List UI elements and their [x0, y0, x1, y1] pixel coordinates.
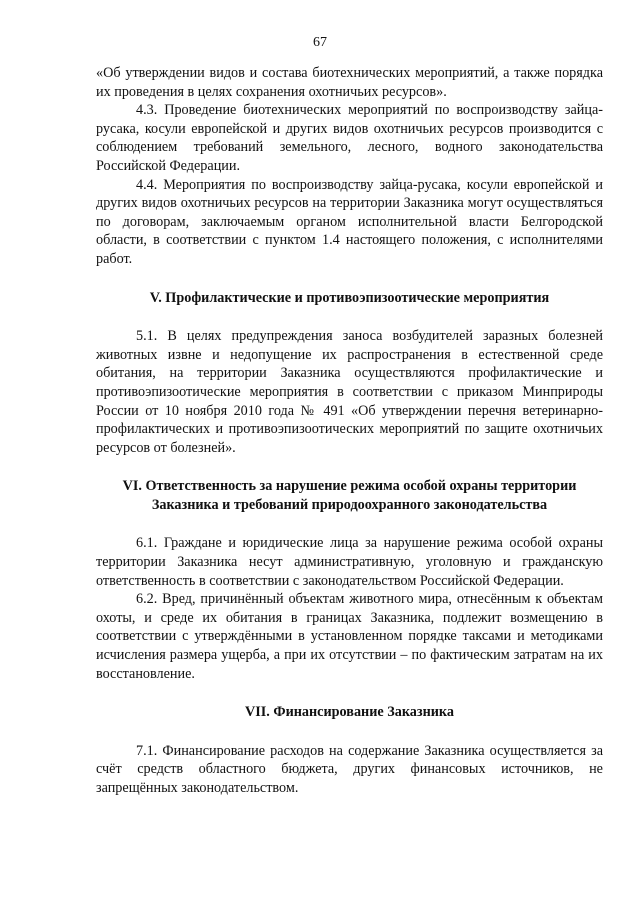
section-heading-5: V. Профилактические и противоэпизоотические мероприятия	[149, 289, 550, 306]
section-heading-7: VII. Финансирование Заказника	[245, 704, 454, 721]
paragraph-6-1: 6.1. Граждане и юридические лица за нарушение режима особой охраны территории Заказника несут административную, уголовную и гражданскую ответственность в соответствии с законодательством Российской Федерации.	[96, 535, 603, 589]
paragraph-continuation: «Об утверждении видов и состава биотехнических мероприятий, а также порядка их проведения в целях сохранения охотничьих ресурсов».	[96, 65, 603, 100]
document-body	[96, 64, 603, 798]
paragraph-4-4: 4.4. Мероприятия по воспроизводству зайца-русака, косули европейской и других видов охотничьих ресурсов на территории Заказника могут осуществляться по договорам, заключаемым органом исполнительной власти Белгородской области, в соответствии с пунктом 1.4 настоящего положения, с исполнителями работ.	[96, 176, 603, 267]
section-heading-6-line-1: VI. Ответственность за нарушение режима особой охраны территории	[122, 478, 577, 495]
paragraph-6-2: 6.2. Вред, причинённый объектам животного мира, отнесённым к объектам охоты, и среде их обитания в границах Заказника, подлежит возмещению в соответствии с утверждёнными в установленном порядке таксами и методиками исчисления размера ущерба, а при их отсутствии – по фактическим затратам на их восстановление.	[96, 591, 603, 682]
section-heading-6	[96, 477, 603, 514]
section-heading-6-line-2: Заказника и требований природоохранного законодательства	[151, 496, 548, 513]
paragraph-4-3: 4.3. Проведение биотехнических мероприятий по воспроизводству зайца-русака, косули европейской и других видов охотничьих ресурсов производится с соблюдением требований земельного, лесного, водного законодательства Российской Федерации.	[96, 102, 603, 174]
paragraph-5-1: 5.1. В целях предупреждения заноса возбудителей заразных болезней животных извне и недопущение их распространения в естественной среде обитания, на территории Заказника осуществляются профилактические и противоэпизоотические мероприятия в соответствии с приказом Минприроды России от 10 ноября 2010 года № 491 «Об утверждении перечня ветеринарно-профилактических и противоэпизоотических мероприятий по защите охотничьих ресурсов от болезней».	[96, 328, 603, 456]
page-number: 67	[313, 35, 327, 50]
paragraph-7-1: 7.1. Финансирование расходов на содержание Заказника осуществляется за счёт средств областного бюджета, других финансовых источников, не запрещённых законодательством.	[96, 742, 603, 796]
